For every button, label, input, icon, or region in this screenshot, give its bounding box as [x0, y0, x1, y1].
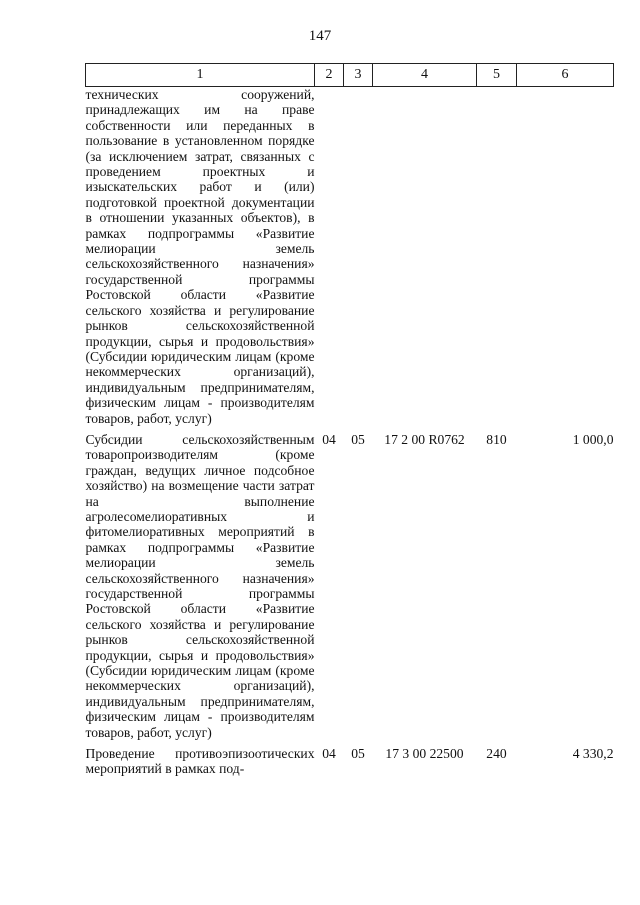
row-amount: 1 000,0 [572, 431, 614, 447]
row-description: Проведение противоэпизоотических мероприятий в рамках под- [85, 746, 315, 777]
row-rz: 04 [322, 746, 336, 762]
row-csr: 17 3 00 22500 [385, 746, 464, 762]
row-amount: 4 330,2 [572, 746, 614, 762]
row-vr: 810 [486, 431, 507, 447]
col-header-1: 1 [86, 64, 315, 87]
col-header-6: 6 [517, 64, 614, 87]
table-row [86, 740, 614, 777]
row-csr [373, 87, 477, 426]
row-vr [477, 87, 517, 426]
row-vr: 240 [486, 746, 507, 762]
col-header-2: 2 [315, 64, 344, 87]
row-rz [315, 87, 344, 426]
col-header-3: 3 [344, 64, 373, 87]
col-header-5: 5 [477, 64, 517, 87]
row-description: технических сооружений, принадлежащих им на праве собственности или переданных в пользование в установленном порядке (за исключением затрат, связанных с проведением проектных и изыскательских работ и (или) подготовкой проектной документации в отношении указанных объектов), в рамках подпрограммы «Развитие мелиорации земель сельскохозяйственного назначения» государственной программы Ростовской области «Развитие сельского хозяйства и регулирование рынков сельскохозяйственной продукции, сырья и продовольствия» (Субсидии юридическим лицам (кроме некоммерческих организаций), индивидуальным предпринимателям, физическим лицам - производителям товаров, работ, услуг) [85, 87, 315, 426]
row-pr: 05 [351, 746, 365, 762]
row-rz: 04 [322, 431, 336, 447]
table-row [86, 87, 614, 426]
table-row [86, 426, 614, 740]
row-description: Субсидии сельскохозяйственным товаропроизводителям (кроме граждан, ведущих личное подсобное хозяйство) на возмещение части затрат на выполнение агролесомелиоративных и фитомелиоративных мероприятий в рамках подпрограммы «Развитие мелиорации земель сельскохозяйственного назначения» государственной программы Ростовской области «Развитие сельского хозяйства и регулирование рынков сельскохозяйственной продукции, сырья и продовольствия» (Субсидии юридическим лицам (кроме некоммерческих организаций), индивидуальным предпринимателям, физическим лицам - производителям товаров, работ, услуг) [85, 431, 315, 740]
row-pr: 05 [351, 431, 365, 447]
row-csr: 17 2 00 R0762 [384, 431, 465, 447]
row-pr [344, 87, 373, 426]
row-amount [517, 87, 614, 426]
col-header-4: 4 [373, 64, 477, 87]
page-number: 147 [308, 28, 332, 44]
budget-table [85, 63, 614, 777]
header-row [86, 64, 614, 87]
